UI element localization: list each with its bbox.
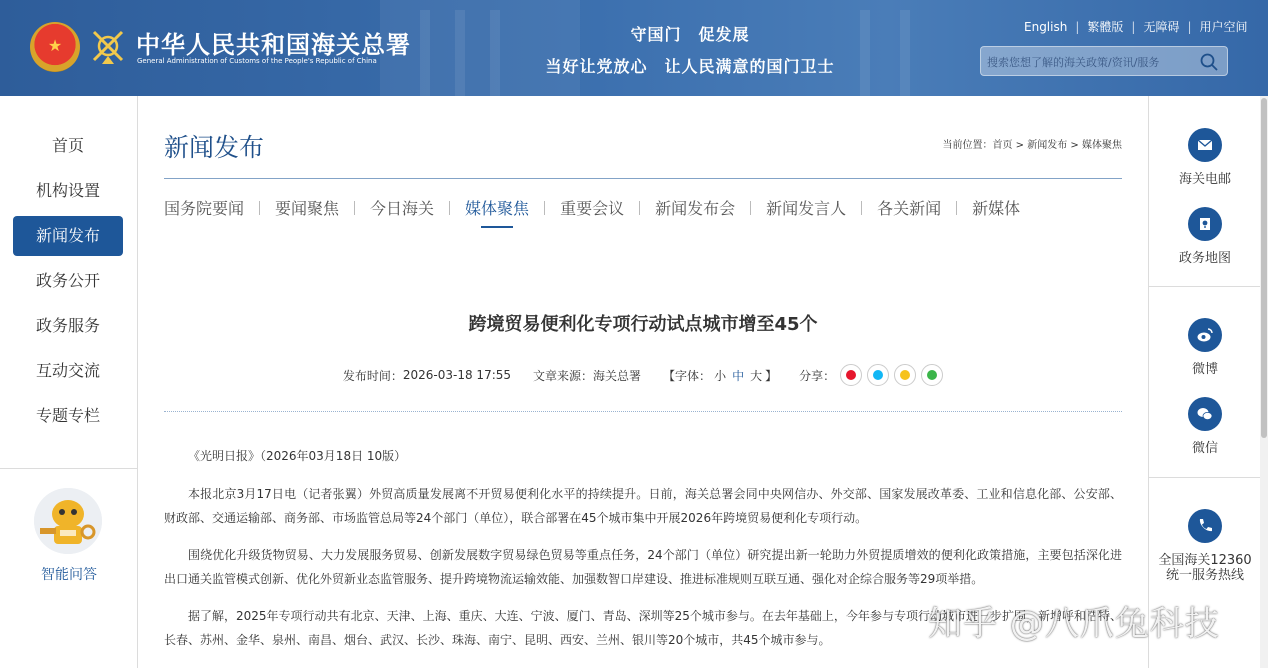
tab-key-news[interactable]: 要闻聚焦 <box>275 199 340 218</box>
search-box <box>980 46 1228 76</box>
article-paragraph: 本报北京3月17日电（记者张翼）外贸高质量发展离不开贸易便利化水平的持续提升。日前，海关总署会同中央网信办、外交部、国家发展改革委、工业和信息化部、公安部、财政部、交通运输部、商务部、市场监管总局等24个部门（单位），联合部署在45个城市集中开展2026年跨境贸易便利化专项行动。 <box>164 487 1122 525</box>
slogan-line1: 守国门 促发展 <box>630 25 750 44</box>
article-meta <box>164 364 1122 386</box>
page-scrollbar[interactable] <box>1260 96 1268 668</box>
nav-item-interaction[interactable]: 互动交流 <box>35 361 100 380</box>
nav-item-organization[interactable]: 机构设置 <box>35 181 100 200</box>
wechat-share-icon[interactable] <box>921 364 943 386</box>
quick-links-divider <box>1149 477 1261 478</box>
scrollbar-thumb[interactable] <box>1261 98 1267 438</box>
tab-separator <box>354 201 355 215</box>
breadcrumb-news[interactable]: 新闻发布 <box>1027 140 1068 151</box>
site-header <box>0 0 1268 96</box>
left-divider <box>0 468 138 469</box>
top-links <box>1024 18 1248 35</box>
tab-separator <box>544 201 545 215</box>
quick-link-customs-email[interactable] <box>1149 128 1261 187</box>
quick-link-label: 政务地图 <box>1178 251 1231 266</box>
search-icon[interactable] <box>1199 52 1219 72</box>
nav-item-government-services[interactable]: 政务服务 <box>35 316 100 335</box>
breadcrumb-prefix: 当前位置： <box>942 140 993 151</box>
quick-link-government-map[interactable] <box>1149 207 1261 266</box>
font-size-label-open: 【字体： <box>663 368 712 383</box>
breadcrumb-media[interactable]: 媒体聚焦 <box>1082 140 1122 151</box>
publish-time: 2026-03-18 17:55 <box>402 368 512 382</box>
slogan-line2: 当好让党放心 让人民满意的国门卫士 <box>545 57 835 76</box>
tab-separator <box>956 201 957 215</box>
search-input[interactable] <box>987 53 1187 71</box>
tab-separator <box>750 201 751 215</box>
quick-link-label: 微信 <box>1191 441 1218 456</box>
font-size-small[interactable]: 小 <box>714 368 727 383</box>
right-quick-links <box>1148 96 1260 668</box>
section-title: 新闻发布 <box>164 133 265 162</box>
accessibility-link[interactable]: 无障碍 <box>1143 20 1180 34</box>
tab-new-media[interactable]: 新媒体 <box>972 199 1021 218</box>
source-label: 文章来源： <box>533 368 594 383</box>
article-source: 海关总署 <box>593 368 642 383</box>
tab-separator <box>449 201 450 215</box>
quick-link-label: 海关电邮 <box>1178 172 1231 187</box>
breadcrumb-home[interactable]: 首页 <box>992 140 1013 151</box>
article-paragraph-source: 《光明日报》（2026年03月18日 10版） <box>188 449 407 463</box>
link-separator: | <box>1075 19 1080 34</box>
header-pillar-decoration <box>860 10 870 96</box>
link-separator: | <box>1187 19 1192 34</box>
article-paragraph: 围绕优化升级货物贸易、大力发展服务贸易、创新发展数字贸易绿色贸易等重点任务，24个部门（单位）研究提出新一轮助力外贸提质增效的便利化政策措施，主要包括深化进出口通关监管模式创新、优化外贸新业态监管服务、提升跨境物流运输效能、加强数智口岸建设、推进标准规则互联互通、强化对企综合服务等29项举措。 <box>164 548 1122 586</box>
customs-emblem-logo[interactable] <box>88 26 128 70</box>
quick-link-label: 微博 <box>1191 362 1218 377</box>
weibo-share-icon[interactable] <box>840 364 862 386</box>
article-title: 跨境贸易便利化专项行动试点城市增至45个 <box>468 314 818 335</box>
header-pillar-decoration <box>420 10 430 96</box>
qq-share-icon[interactable] <box>867 364 889 386</box>
english-link[interactable]: English <box>1024 19 1068 34</box>
traditional-chinese-link[interactable]: 繁體版 <box>1087 20 1124 34</box>
font-size-large[interactable]: 大 <box>750 368 763 383</box>
publish-label: 发布时间： <box>342 368 403 383</box>
share-label: 分享： <box>799 368 836 383</box>
tab-state-council[interactable]: 国务院要闻 <box>164 199 245 218</box>
tab-customs-today[interactable]: 今日海关 <box>370 199 435 218</box>
mail-icon <box>1188 128 1222 162</box>
nav-item-government-affairs[interactable]: 政务公开 <box>35 271 100 290</box>
quick-links-divider <box>1149 286 1261 287</box>
tab-press-conference[interactable]: 新闻发布会 <box>655 199 736 218</box>
nav-item-news[interactable]: 新闻发布 <box>13 216 123 256</box>
wechat-icon <box>1188 397 1222 431</box>
font-size-label-close: 】 <box>765 368 778 383</box>
font-size-medium[interactable]: 中 <box>732 368 745 383</box>
link-separator: | <box>1131 19 1136 34</box>
tab-local-customs-news[interactable]: 各关新闻 <box>877 199 942 218</box>
watermark: 知乎 @八爪兔科技 <box>928 604 1220 644</box>
tab-media-focus[interactable]: 媒体聚焦 <box>465 196 529 227</box>
assistant-robot-icon[interactable] <box>34 488 102 554</box>
quick-link-wechat[interactable] <box>1149 397 1261 456</box>
breadcrumb-separator: > <box>1015 140 1025 151</box>
weibo-icon <box>1188 318 1222 352</box>
tab-separator <box>259 201 260 215</box>
left-navigation <box>0 96 138 668</box>
left-menu <box>0 126 138 441</box>
tab-separator <box>861 201 862 215</box>
tab-important-meetings[interactable]: 重要会议 <box>560 199 625 218</box>
breadcrumb <box>942 136 1122 151</box>
header-pillar-decoration <box>455 10 465 96</box>
quick-link-hotline[interactable] <box>1149 509 1261 583</box>
national-emblem-logo[interactable]: ★ <box>30 22 80 72</box>
header-pillar-decoration <box>900 10 910 96</box>
tab-spokesperson[interactable]: 新闻发言人 <box>766 199 847 218</box>
section-title-rule <box>164 178 1122 179</box>
site-subtitle: General Administration of Customs of the People's Republic of China <box>137 57 377 65</box>
nav-item-home[interactable]: 首页 <box>51 136 84 155</box>
header-pillar-decoration <box>490 10 500 96</box>
assistant-label[interactable]: 智能问答 <box>41 567 97 583</box>
quick-link-label: 全国海关12360 统一服务热线 <box>1158 553 1252 583</box>
phone-icon <box>1188 509 1222 543</box>
user-space-link[interactable]: 用户空间 <box>1199 20 1248 34</box>
article-meta-divider <box>164 411 1122 412</box>
article-paragraph: 据了解，2025年专项行动共有北京、天津、上海、重庆、大连、宁波、厦门、青岛、深圳等25个城市参与。在去年基础上，今年参与专项行动城市进一步扩围，新增呼和浩特、长春、苏州、金华、泉州、南昌、烟台、武汉、长沙、珠海、南宁、昆明、西安、兰州、银川等20个城市，共45个城市参与。 <box>164 609 1122 647</box>
qzone-share-icon[interactable] <box>894 364 916 386</box>
tab-separator <box>639 201 640 215</box>
quick-link-weibo[interactable] <box>1149 318 1261 377</box>
breadcrumb-separator: > <box>1070 140 1079 151</box>
site-title: 中华人民共和国海关总署 <box>136 30 411 59</box>
news-tabs <box>164 196 1020 227</box>
nav-item-special-topics[interactable]: 专题专栏 <box>35 406 100 425</box>
map-icon <box>1188 207 1222 241</box>
